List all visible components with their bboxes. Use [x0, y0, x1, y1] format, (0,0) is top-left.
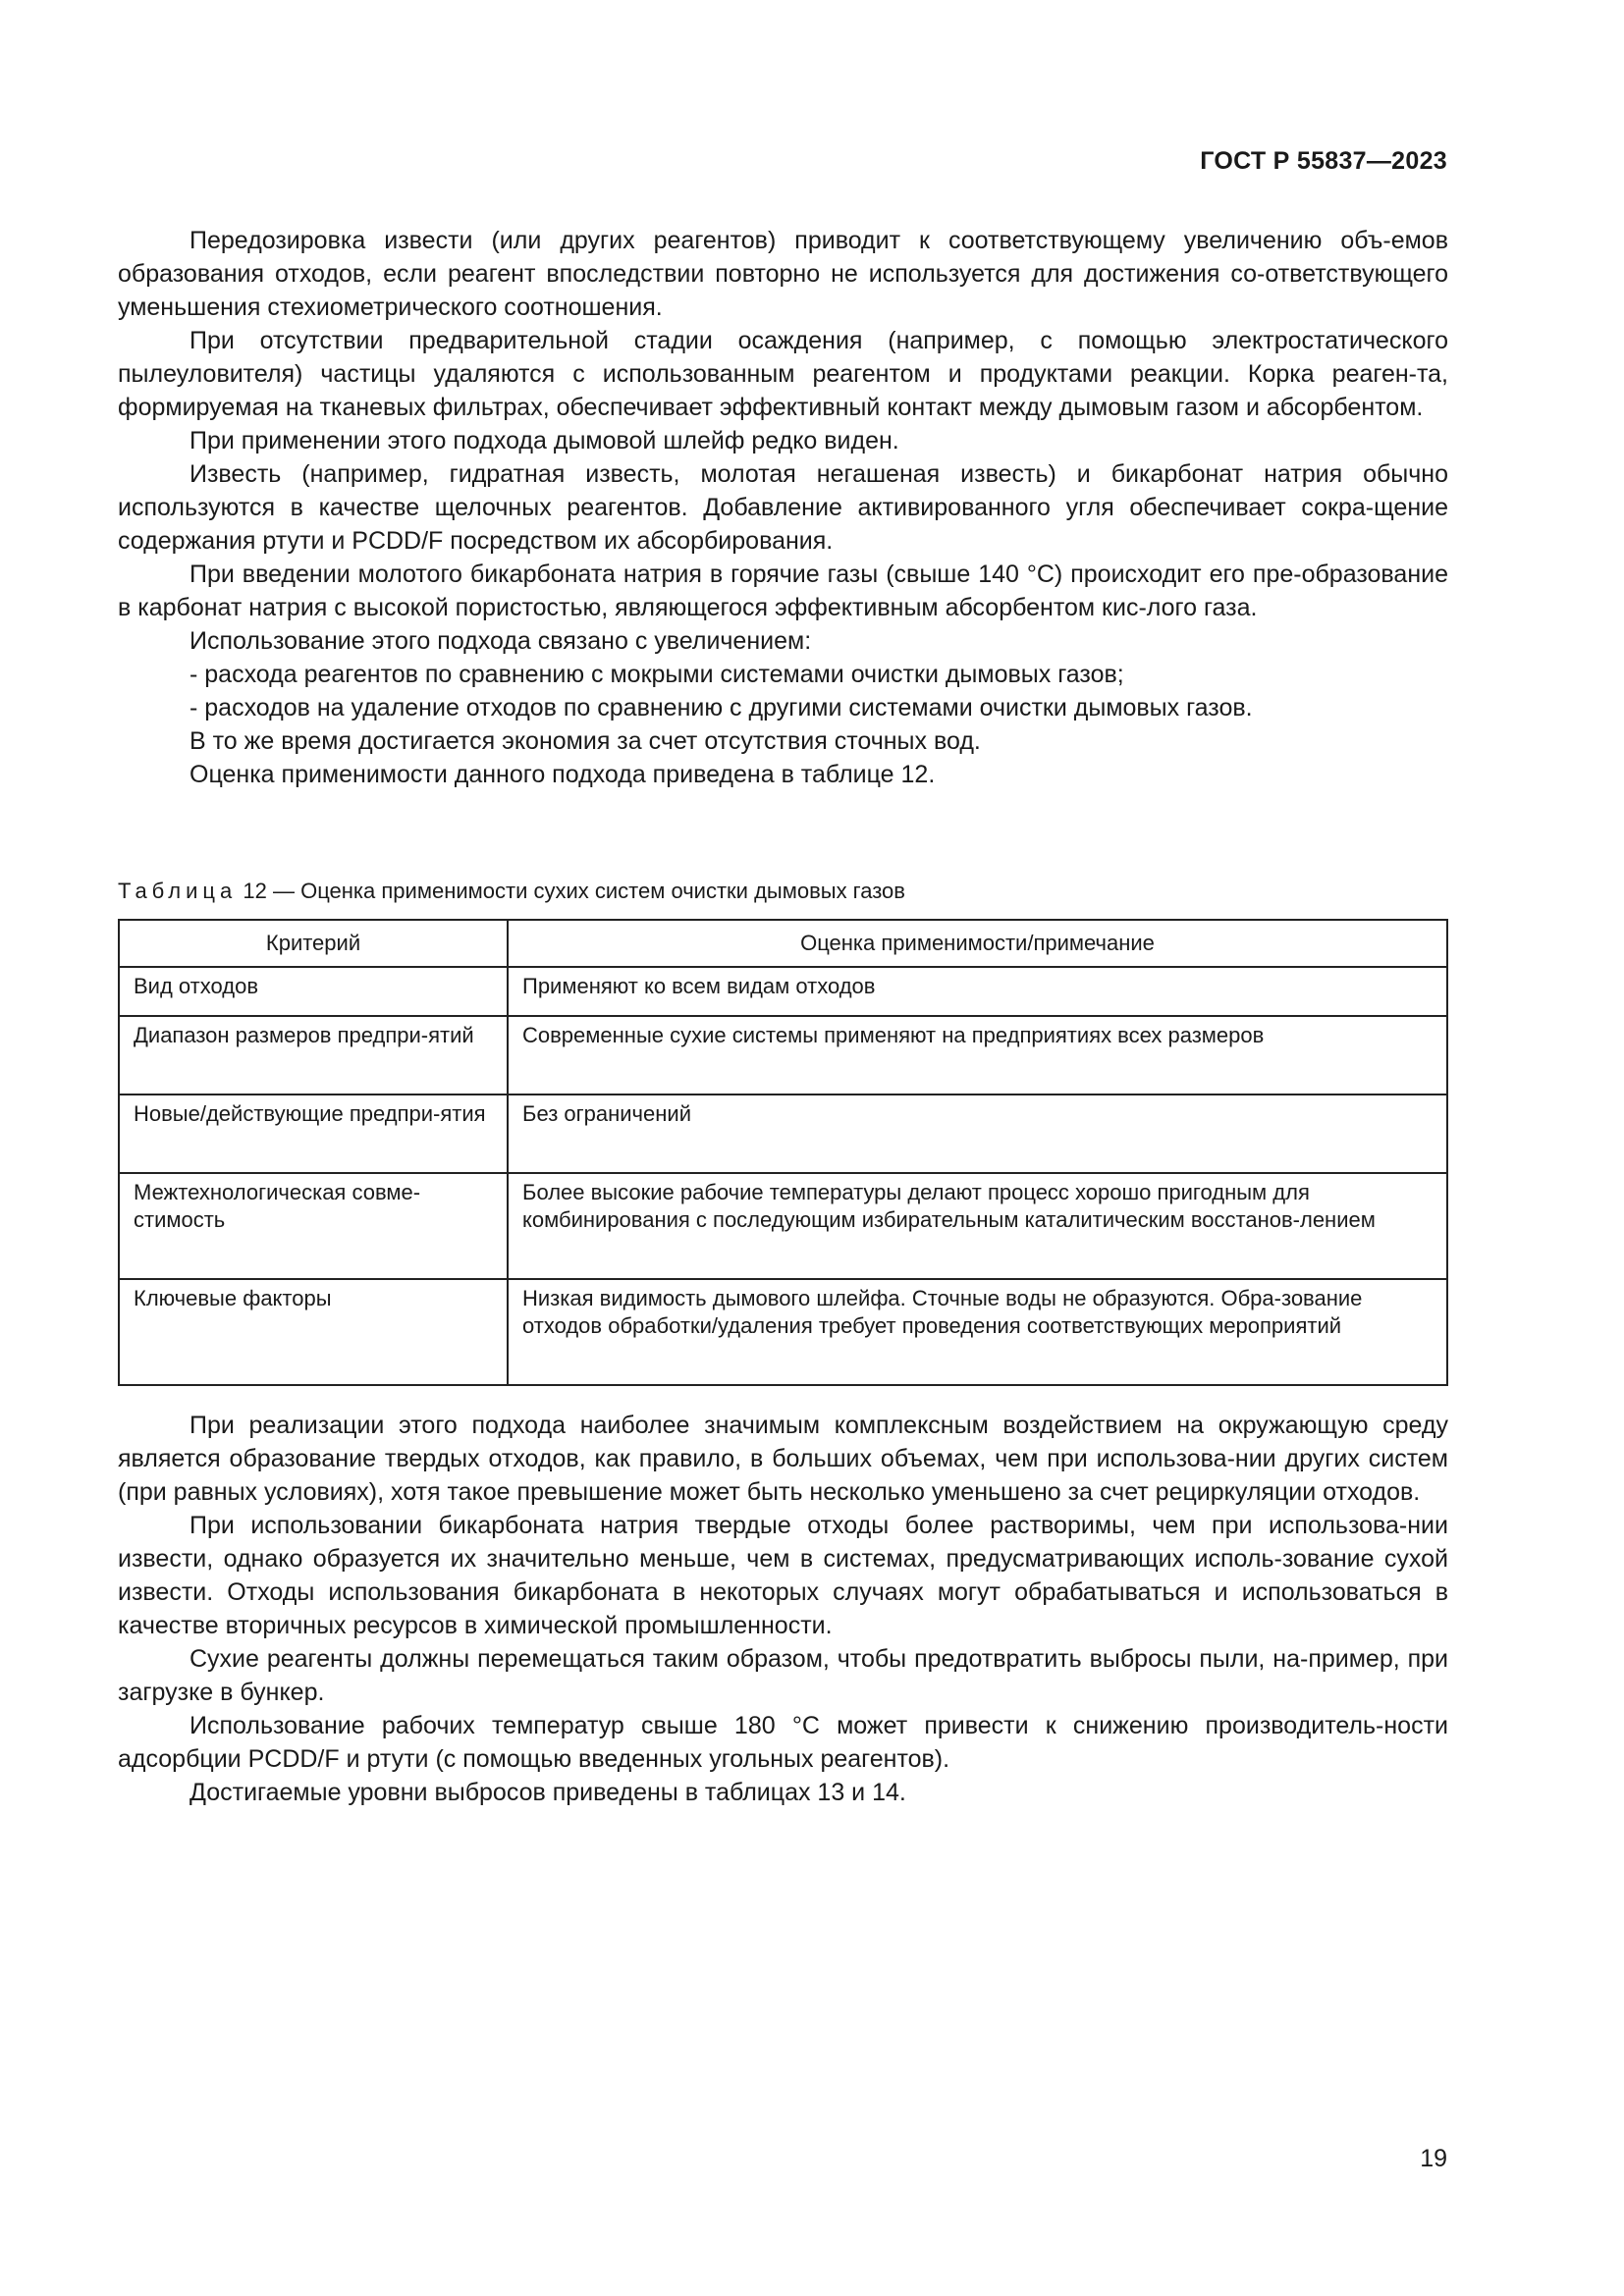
table-row [119, 1095, 1447, 1173]
table-row [119, 1173, 1447, 1279]
list-item: - расходов на удаление отходов по сравнению с другими системами очистки дымовых газов. [189, 694, 1253, 721]
paragraph: В то же время достигается экономия за счет отсутствия сточных вод. [189, 727, 981, 755]
table-cell: Вид отходов [119, 967, 508, 1016]
document-id: ГОСТ Р 55837—2023 [1200, 147, 1447, 175]
list-item: - расхода реагентов по сравнению с мокрыми системами очистки дымовых газов; [189, 661, 1124, 688]
page-number: 19 [1420, 2145, 1447, 2172]
paragraph: При введении молотого бикарбоната натрия в горячие газы (свыше 140 °С) происходит его пре-образование в карбонат натрия с высокой пористостью, являющегося эффективным абсорбентом кис-лого газа. [118, 561, 1448, 621]
body-text-bottom [118, 1409, 1448, 1809]
column-header-assessment: Оценка применимости/примечание [508, 920, 1447, 967]
table-row [119, 1016, 1447, 1095]
applicability-table [118, 919, 1448, 1386]
paragraph: Достигаемые уровни выбросов приведены в таблицах 13 и 14. [189, 1779, 906, 1806]
table-cell: Более высокие рабочие температуры делают процесс хорошо пригодным для комбинирования с последующим избирательным каталитическим восстанов-лением [508, 1173, 1447, 1279]
table-cell: Низкая видимость дымового шлейфа. Сточные воды не образуются. Обра-зование отходов обработки/удаления требует проведения соответствующих мероприятий [508, 1279, 1447, 1385]
table-cell: Ключевые факторы [119, 1279, 508, 1385]
table-cell: Без ограничений [508, 1095, 1447, 1173]
table-cell: Межтехнологическая совме-стимость [119, 1173, 508, 1279]
paragraph: Сухие реагенты должны перемещаться таким образом, чтобы предотвратить выбросы пыли, на-пример, при загрузке в бункер. [118, 1645, 1448, 1706]
table-cell: Применяют ко всем видам отходов [508, 967, 1447, 1016]
body-text-top [118, 224, 1448, 791]
table-cell: Современные сухие системы применяют на предприятиях всех размеров [508, 1016, 1447, 1095]
paragraph: Использование этого подхода связано с увеличением: [189, 627, 812, 655]
paragraph: Оценка применимости данного подхода приведена в таблице 12. [189, 761, 936, 788]
table-row [119, 967, 1447, 1016]
paragraph: Известь (например, гидратная известь, молотая негашеная известь) и бикарбонат натрия обычно используются в качестве щелочных реагентов. Добавление активированного угля обеспечивает сокра-щение содержания ртути и PCDD/F посредством их абсорбирования. [118, 460, 1448, 555]
paragraph: При отсутствии предварительной стадии осаждения (например, с помощью электростатического пылеуловителя) частицы удаляются с использованным реагентом и продуктами реакции. Корка реаген-та, формируемая на тканевых фильтрах, обеспечивает эффективный контакт между дымовым газом и абсорбентом. [118, 327, 1448, 421]
paragraph: Использование рабочих температур свыше 180 °С может привести к снижению производитель-ности адсорбции PCDD/F и ртути (с помощью введенных угольных реагентов). [118, 1712, 1448, 1773]
column-header-criterion: Критерий [119, 920, 508, 967]
paragraph: При применении этого подхода дымовой шлейф редко виден. [189, 427, 899, 454]
table-row [119, 1279, 1447, 1385]
paragraph: При использовании бикарбоната натрия твердые отходы более растворимы, чем при использова-нии извести, однако образуется их значительно меньше, чем в системах, предусматривающих исполь-зование сухой извести. Отходы использования бикарбоната в некоторых случаях могут обрабатываться и использоваться в качестве вторичных ресурсов в химической промышленности. [118, 1512, 1448, 1639]
table-cell: Новые/действующие предпри-ятия [119, 1095, 508, 1173]
table-header-row [119, 920, 1447, 967]
table-caption-title: 12 — Оценка применимости сухих систем очистки дымовых газов [243, 879, 905, 903]
table-cell: Диапазон размеров предпри-ятий [119, 1016, 508, 1095]
paragraph: Передозировка извести (или других реагентов) приводит к соответствующему увеличению объ-емов образования отходов, если реагент впоследствии повторно не используется для достижения со-ответствующего уменьшения стехиометрического соотношения. [118, 227, 1448, 321]
table-caption [118, 877, 905, 906]
table-caption-word: Таблица [118, 879, 238, 903]
paragraph: При реализации этого подхода наиболее значимым комплексным воздействием на окружающую среду является образование твердых отходов, как правило, в больших объемах, чем при использова-нии других систем (при равных условиях), хотя такое превышение может быть несколько уменьшено за счет рециркуляции отходов. [118, 1412, 1448, 1506]
